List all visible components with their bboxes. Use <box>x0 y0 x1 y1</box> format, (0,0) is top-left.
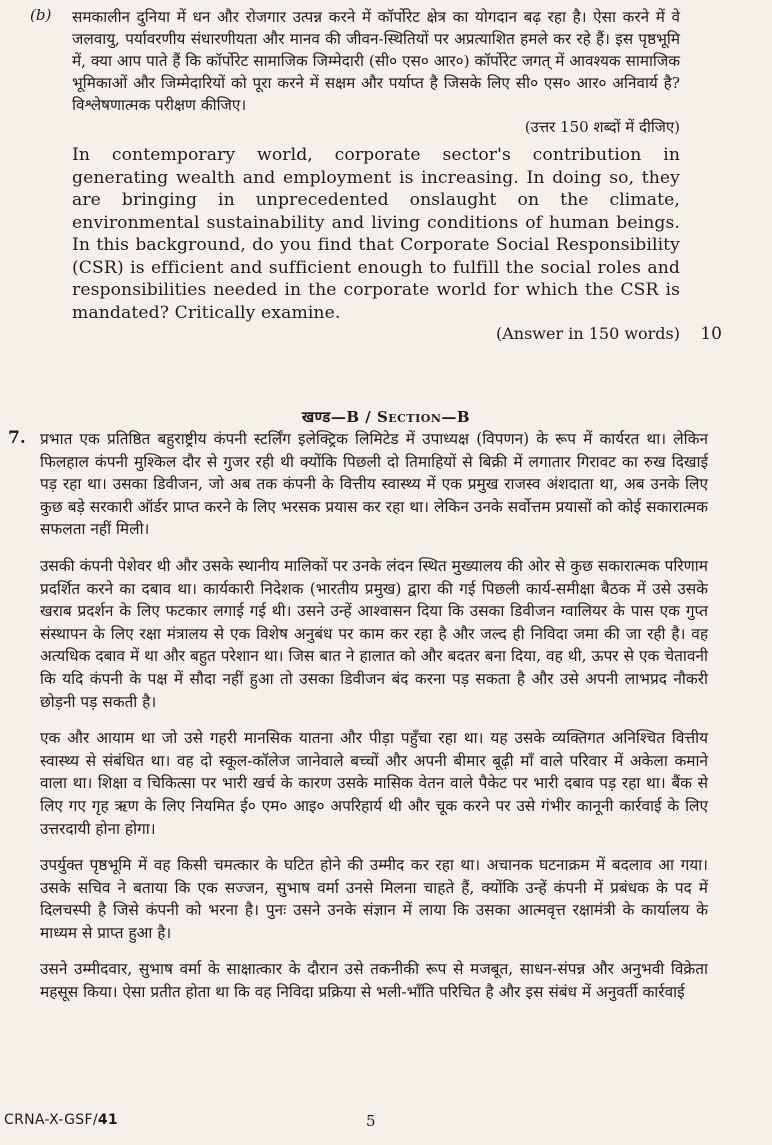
question-7-number: 7. <box>8 428 26 448</box>
question-7-paragraph-2: उसकी कंपनी पेशेवर थी और उसके स्थानीय मालिकों पर उनके लंदन स्थित मुख्यालय की ओर से कुछ सकारात्मक परिणाम प्रदर्शित करने का दबाव था। कार्यकारी निदेशक (भारतीय प्रमुख) द्वारा की गई पिछली कार्य-समीक्षा बैठक में उसे उसके खराब प्रदर्शन के लिए फटकार लगाई गई थी। उसने उन्हें आश्वासन दिया कि उसका डिवीजन ग्वालियर के पास एक गुप्त संस्थापन के लिए रक्षा मंत्रालय से एक विशेष अनुबंध पर काम कर रहा है और जल्द ही निविदा जमा की जा रही है। वह अत्यधिक दबाव में था और बहुत परेशान था। जिस बात ने हालात को और बदतर बना दिया, वह थी, ऊपर से एक चेतावनी कि यदि कंपनी के पक्ष में सौदा नहीं हुआ तो उसका डिवीजन बंद करना पड़ सकता है और उसे अपनी लाभप्रद नौकरी छोड़नी पड़ सकती है। <box>40 556 708 711</box>
question-b-meta-row <box>30 324 722 348</box>
question-b-hindi-text: समकालीन दुनिया में धन और रोजगार उत्पन्न करने में कॉर्पोरेट क्षेत्र का योगदान बढ़ रहा है। ऐसा करने में वे जलवायु, पर्यावरणीय संधारणीयता और मानव की जीवन-स्थितियों पर अप्रत्याशित हमले कर रहे हैं। इस पृष्ठभूमि में, क्या आप पाते हैं कि कॉर्पोरेट सामाजिक जिम्मेदारी (सी० एस० आर०) कॉर्पोरेट जगत् में आवश्यक सामाजिक भूमिकाओं और जिम्मेदारियों को पूरा करने में सक्षम और पर्याप्त है जिसके लिए सी० एस० आर० अनिवार्य है? विश्लेषणात्मक परीक्षण कीजिए। <box>72 8 680 114</box>
section-heading-hindi: खण्ड—B <box>301 408 360 426</box>
question-b-hindi-word-limit: (उत्तर 150 शब्दों में दीजिए) <box>524 118 680 136</box>
question-7-body <box>40 428 708 1004</box>
question-7-paragraph-4: उपर्युक्त पृष्ठभूमि में वह किसी चमत्कार के घटित होने की उम्मीद कर रहा था। अचानक घटनाक्रम में बदलाव आ गया। उसके सचिव ने बताया कि एक सज्जन, सुभाष वर्मा उनसे मिलना चाहते हैं, क्योंकि उन्हें कंपनी में प्रबंधक के पद में दिलचस्पी है जिसे कंपनी को भरना है। पुनः उसने उनके संज्ञान में लाया कि उसका आत्मवृत्त रक्षामंत्री के कार्यालय के माध्यम से प्राप्त हुआ है। <box>40 856 708 942</box>
question-b <box>30 6 722 348</box>
footer-code-suffix: 41 <box>97 1112 118 1128</box>
question-b-english-text: In contemporary world, corporate sector's contribution in generating wealth and employment is increasing. In doing so, they are bringing in unprecedented onslaught on the climate, environmental sustainability and living conditions of human beings. In this background, do you find that Corporate Social Responsibility (CSR) is efficient and sufficient enough to fulfill the social roles and responsibilities needed in the corporate world for which the CSR is mandated? Critically examine. <box>72 145 680 323</box>
question-b-marks: 10 <box>700 324 722 344</box>
question-7-paragraph-3: एक और आयाम था जो उसे गहरी मानसिक यातना और पीड़ा पहुँचा रहा था। यह उसके व्यक्तिगत अनिश्चित वित्तीय स्वास्थ्य से संबंधित था। वह दो स्कूल-कॉलेज जानेवाले बच्चों और अपनी बीमार बूढ़ी माँ वाले परिवार में अकेला कमाने वाला था। शिक्षा व चिकित्सा पर भारी खर्च के कारण उसके मासिक वेतन वाले पैकेट पर भारी दबाव पड़ रहा था। बैंक से लिए गए गृह ऋण के लिए नियमित ई० एम० आइ० अपरिहार्य थी और चूक करने पर उसे गंभीर कानूनी कार्रवाई के लिए उत्तरदायी होना होगा। <box>40 729 708 838</box>
section-heading-separator: / <box>359 408 377 426</box>
question-b-label: (b) <box>30 6 52 24</box>
question-7 <box>8 428 708 1018</box>
question-7-paragraph-5: उसने उम्मीदवार, सुभाष वर्मा के साक्षात्कार के दौरान उसे तकनीकी रूप से मजबूत, साधन-संपन्न और अनुभवी विक्रेता महसूस किया। ऐसा प्रतीत होता था कि वह निविदा प्रक्रिया से भली-भाँति परिचित है और इस संबंध में अनुवर्ती कार्रवाई <box>40 960 708 1002</box>
page-number: 5 <box>366 1112 376 1130</box>
section-heading-english: Section—B <box>376 408 471 426</box>
question-7-paragraph-1: प्रभात एक प्रतिष्ठित बहुराष्ट्रीय कंपनी स्टर्लिंग इलेक्ट्रिक लिमिटेड में उपाध्यक्ष (विपणन) के रूप में कार्यरत था। लेकिन फिलहाल कंपनी मुश्किल दौर से गुजर रही थी क्योंकि पिछली दो तिमाहियों से बिक्री में लगातार गिरावट का रुख दिखाई पड़ रहा था। उसका डिवीजन, जो अब तक कंपनी के वित्तीय स्वास्थ्य में एक प्रमुख राजस्व अंशदाता था, अब उनके लिए कुछ बड़े सरकारी ऑर्डर प्राप्त करने के लिए भरसक प्रयास कर रहा था। लेकिन उनके सर्वोत्तम प्रयासों को कोई सकारात्मक सफलता नहीं मिली। <box>40 430 708 539</box>
question-b-english-word-limit: (Answer in 150 words) <box>495 324 680 343</box>
section-heading <box>0 407 772 427</box>
footer-code <box>4 1112 118 1128</box>
footer-code-prefix: CRNA-X-GSF/ <box>4 1112 98 1128</box>
